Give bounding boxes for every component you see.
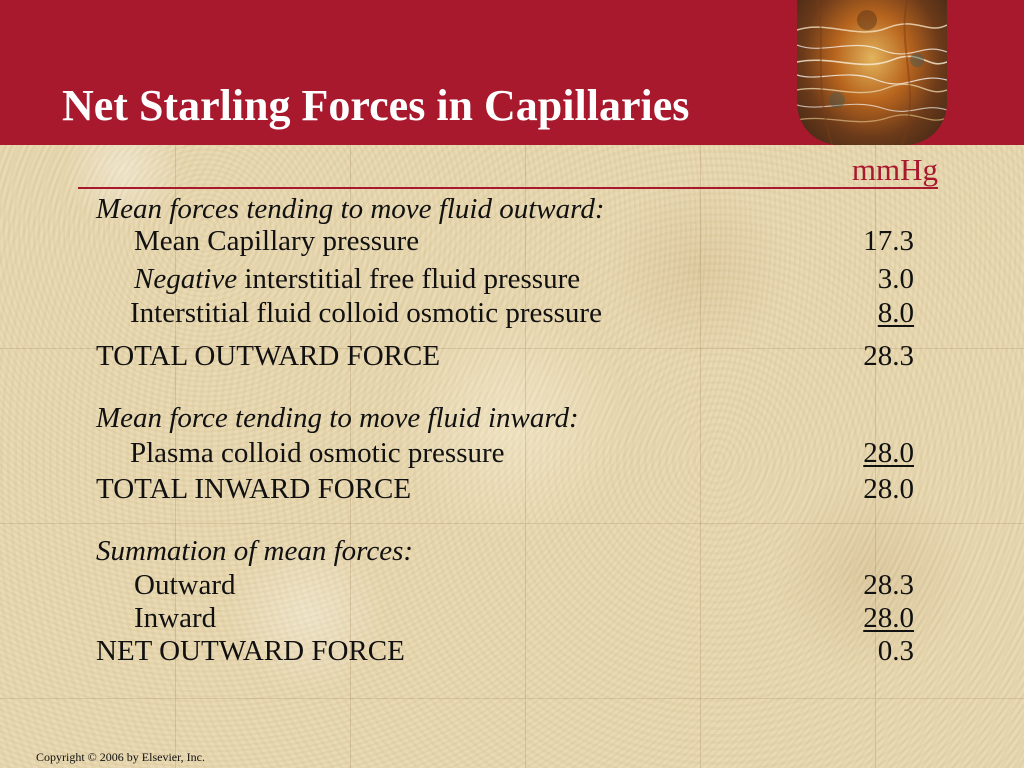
section-heading-outward bbox=[0, 193, 1024, 229]
section-heading-inward bbox=[0, 402, 1024, 438]
summation-value: 28.3 bbox=[863, 569, 914, 601]
force-label: Plasma colloid osmotic pressure bbox=[130, 437, 505, 469]
force-value: 3.0 bbox=[877, 263, 914, 295]
force-value: 17.3 bbox=[863, 225, 914, 257]
decorative-artwork-graphic bbox=[797, 0, 947, 145]
decorative-artwork bbox=[797, 0, 947, 145]
summation-label: Inward bbox=[134, 602, 217, 634]
force-label-italic-part: Negative bbox=[134, 263, 238, 295]
force-label: Interstitial fluid colloid osmotic pressure bbox=[130, 297, 602, 329]
unit-label: mmHg bbox=[851, 152, 938, 187]
summation-value: 28.0 bbox=[863, 602, 914, 634]
total-label: TOTAL INWARD FORCE bbox=[96, 473, 412, 505]
total-value: 28.3 bbox=[863, 340, 914, 372]
total-value: 28.0 bbox=[863, 473, 914, 505]
force-value: 28.0 bbox=[863, 437, 914, 469]
total-row-outward bbox=[0, 340, 1024, 376]
copyright-notice: Copyright © 2006 by Elsevier, Inc. bbox=[36, 750, 205, 764]
force-label bbox=[134, 263, 580, 296]
background-seam bbox=[0, 698, 1024, 699]
force-row bbox=[0, 297, 1024, 333]
summation-row bbox=[0, 569, 1024, 605]
force-row bbox=[0, 225, 1024, 261]
net-label: NET OUTWARD FORCE bbox=[96, 635, 405, 667]
unit-rule bbox=[78, 187, 938, 189]
total-label: TOTAL OUTWARD FORCE bbox=[96, 340, 441, 372]
total-row-inward bbox=[0, 473, 1024, 509]
force-label: Mean Capillary pressure bbox=[134, 225, 420, 257]
force-row bbox=[0, 437, 1024, 473]
force-label-rest: interstitial free fluid pressure bbox=[237, 263, 581, 295]
force-value: 8.0 bbox=[877, 297, 914, 329]
net-outward-row bbox=[0, 635, 1024, 671]
background-seam bbox=[0, 523, 1024, 524]
section-heading-label: Mean forces tending to move fluid outward: bbox=[96, 193, 605, 225]
summation-label: Outward bbox=[134, 569, 236, 601]
section-heading-label: Mean force tending to move fluid inward: bbox=[96, 402, 579, 434]
section-heading-label: Summation of mean forces: bbox=[96, 535, 414, 567]
net-value: 0.3 bbox=[877, 635, 914, 667]
slide-title: Net Starling Forces in Capillaries bbox=[62, 81, 690, 130]
force-row bbox=[0, 263, 1024, 299]
summation-row bbox=[0, 602, 1024, 638]
section-heading-summation bbox=[0, 535, 1024, 571]
